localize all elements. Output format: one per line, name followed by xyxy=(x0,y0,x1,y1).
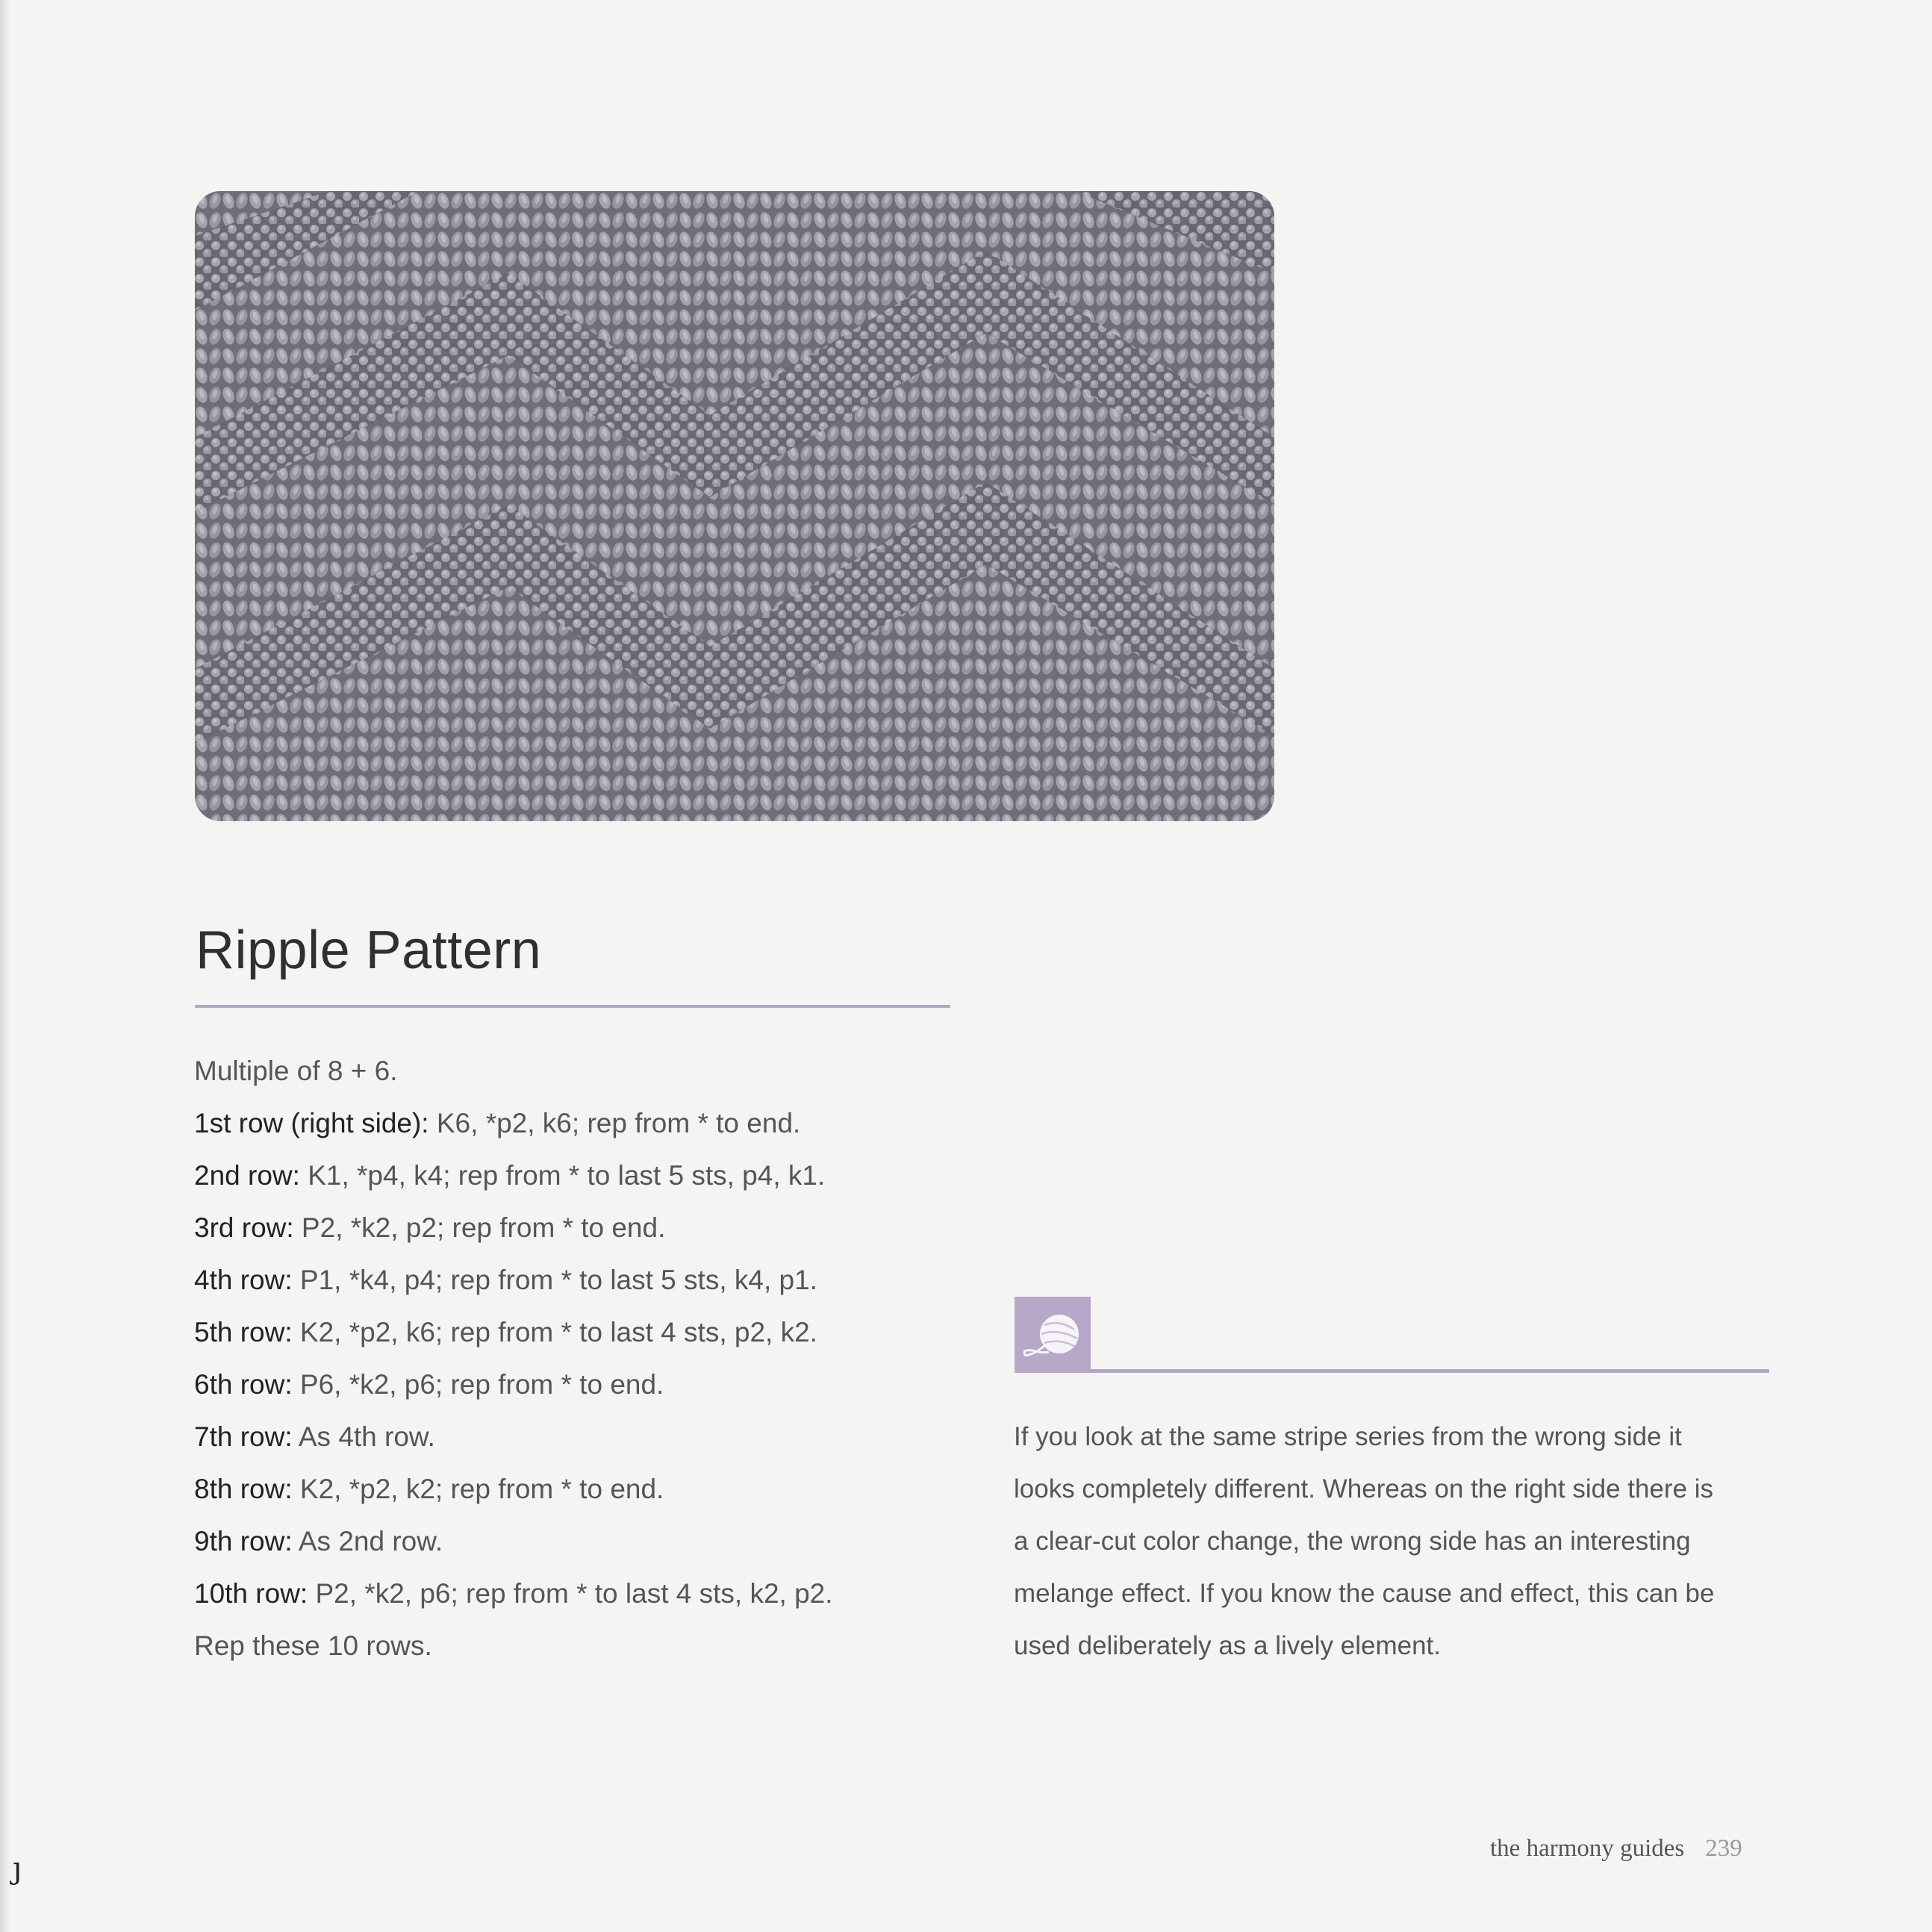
yarn-ball-icon xyxy=(1015,1297,1091,1373)
row-text: K2, *p2, k6; rep from * to last 4 sts, p2, k2. xyxy=(292,1317,817,1347)
row-text: P2, *k2, p6; rep from * to last 4 sts, k2, p2. xyxy=(308,1578,833,1609)
tip-line: a clear-cut color change, the wrong side has an interesting xyxy=(1014,1527,1691,1556)
row-label: 7th row: xyxy=(194,1421,293,1452)
tip-line: used deliberately as a lively element. xyxy=(1014,1631,1441,1660)
row-text: P1, *k4, p4; rep from * to last 5 sts, k4, p1. xyxy=(292,1265,817,1295)
pattern-row xyxy=(194,1306,956,1359)
pattern-row xyxy=(194,1202,956,1254)
row-text: K6, *p2, k6; rep from * to end. xyxy=(429,1108,801,1138)
row-label: 3rd row: xyxy=(194,1212,294,1243)
row-label: 9th row: xyxy=(194,1526,293,1556)
row-text: K1, *p4, k4; rep from * to last 5 sts, p4, k1. xyxy=(299,1160,826,1191)
row-text: As 4th row. xyxy=(292,1421,435,1452)
pattern-title: Ripple Pattern xyxy=(196,920,542,980)
stitch-multiple: Multiple of 8 + 6. xyxy=(194,1056,398,1086)
tip-line: If you look at the same stripe series from the wrong side it xyxy=(1014,1422,1682,1451)
row-label: 8th row: xyxy=(194,1474,293,1504)
page-number: 239 xyxy=(1705,1835,1742,1862)
page-footer xyxy=(1490,1835,1742,1863)
pattern-row xyxy=(194,1254,956,1306)
tip-text xyxy=(1014,1411,1775,1672)
book-title: the harmony guides xyxy=(1490,1835,1685,1862)
tip-line: looks completely different. Whereas on the right side there is xyxy=(1014,1474,1714,1503)
row-text: K2, *p2, k2; rep from * to end. xyxy=(292,1474,664,1504)
pattern-row xyxy=(194,1150,956,1202)
row-text: P2, *k2, p2; rep from * to end. xyxy=(293,1212,666,1243)
title-divider xyxy=(195,1005,950,1008)
knit-swatch-photo xyxy=(195,191,1274,821)
pattern-instructions xyxy=(194,1045,956,1672)
pattern-row xyxy=(194,1568,956,1620)
page-gutter xyxy=(0,0,10,1932)
pattern-row xyxy=(194,1097,956,1150)
repeat-note: Rep these 10 rows. xyxy=(194,1630,432,1661)
row-label: 6th row: xyxy=(194,1369,293,1400)
tip-divider xyxy=(1091,1369,1769,1373)
row-label: 10th row: xyxy=(194,1578,308,1609)
pattern-row xyxy=(194,1463,956,1515)
row-text: P6, *k2, p6; rep from * to end. xyxy=(292,1369,664,1400)
row-text: As 2nd row. xyxy=(292,1526,443,1556)
binding-mark: ȷ xyxy=(13,1851,22,1886)
pattern-row xyxy=(194,1359,956,1411)
pattern-row xyxy=(194,1411,956,1463)
tip-line: melange effect. If you know the cause and effect, this can be xyxy=(1014,1579,1715,1608)
row-label: 1st row (right side): xyxy=(194,1108,429,1138)
row-label: 2nd row: xyxy=(194,1160,300,1191)
pattern-row xyxy=(194,1515,956,1568)
row-label: 5th row: xyxy=(194,1317,293,1347)
row-label: 4th row: xyxy=(194,1265,293,1295)
